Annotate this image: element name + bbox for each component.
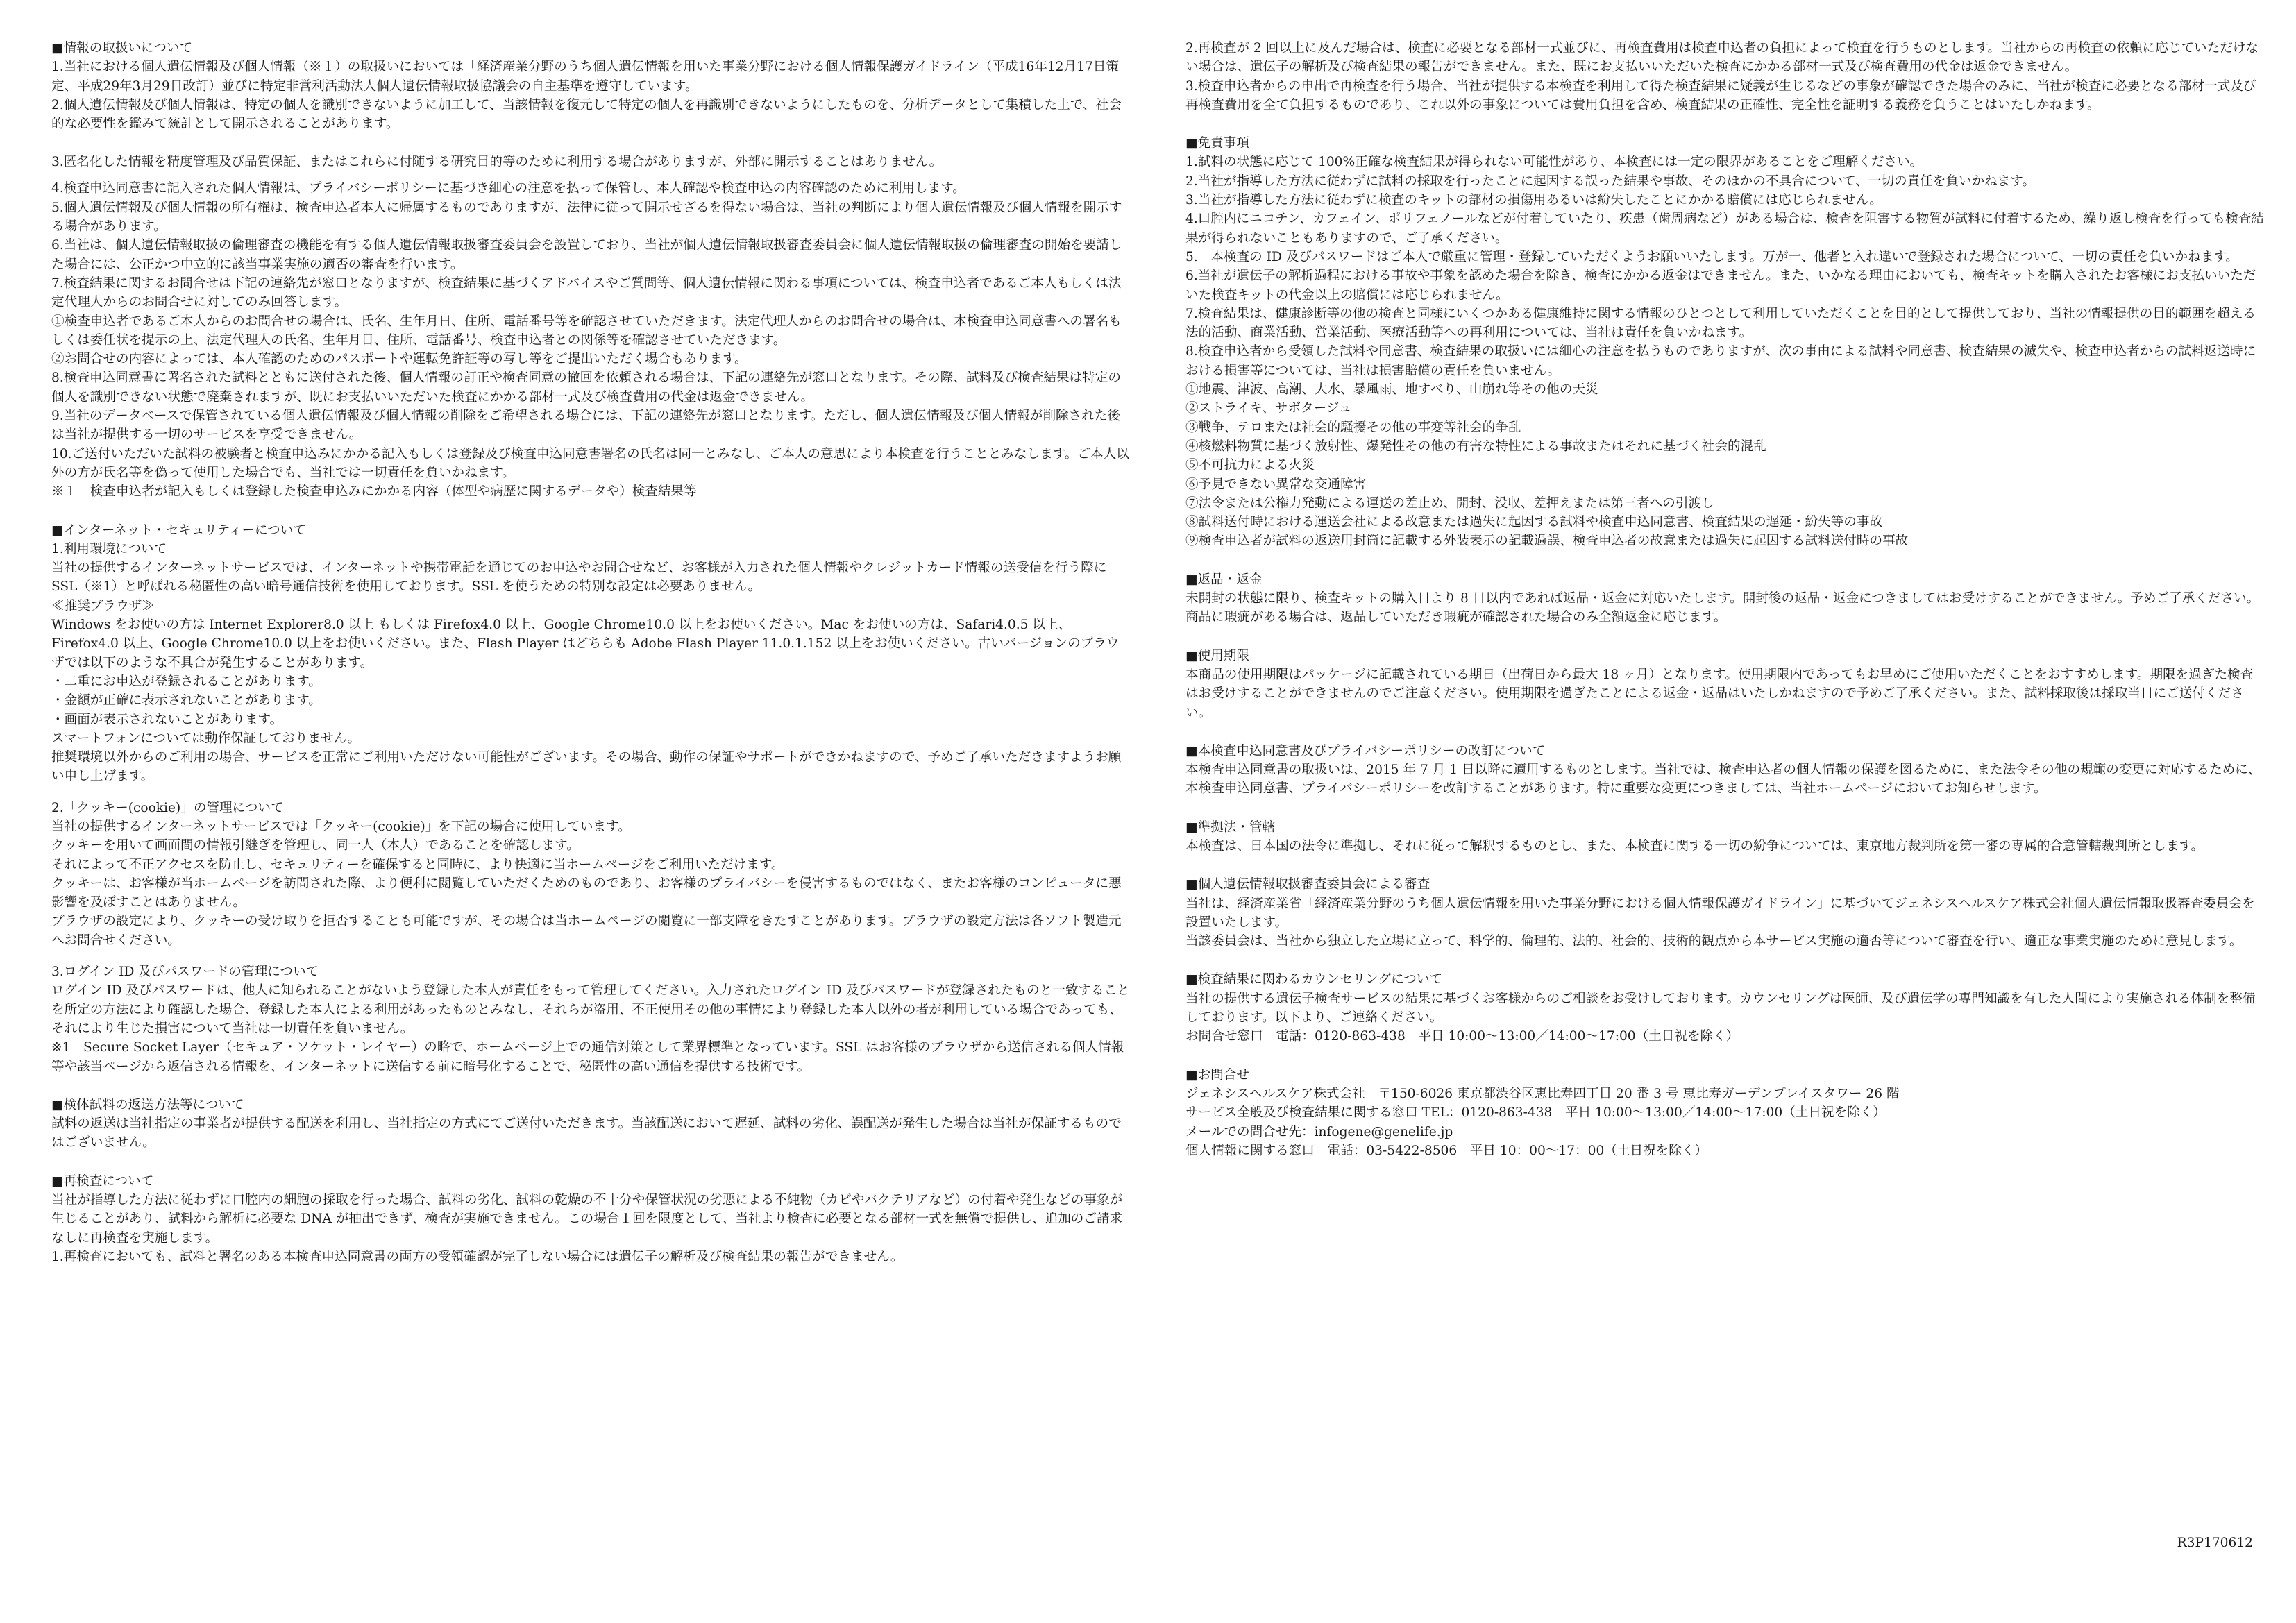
- list-item: ・画面が表示されないことがあります。: [51, 712, 283, 727]
- paragraph: 6.当社は、個人遺伝情報取扱の倫理審査の機能を有する個人遺伝情報取扱審査委員会を設置しており、当社が個人遺伝情報取扱審査委員会に個人遺伝情報取扱の倫理審査の開始を要請した場合には、公正かつ中立的に該当事業実施の適否の審査を行います。: [51, 238, 1122, 272]
- paragraph: 1.再検査においても、試料と署名のある本検査申込同意書の両方の受領確認が完了しない場合には遺伝子の解析及び検査結果の報告ができません。: [51, 1249, 904, 1264]
- reference-code: R3P170612: [2177, 1536, 2253, 1550]
- paragraph: クッキーは、お客様が当ホームページを訪問された際、より便利に閲覧していただくためのものであり、お客様のプライバシーを侵害するものではなく、またお客様のコンピュータに悪影響を及ぼすことはありません。: [51, 876, 1122, 910]
- list-item: ⑤不可抗力による火災: [1185, 458, 1315, 473]
- paragraph: 5.個人遺伝情報及び個人情報の所有権は、検査申込者本人に帰属するものでありますが、法律に従って開示せざるを得ない場合は、当社の判断により個人遺伝情報及び個人情報を開示する場合があります。: [51, 200, 1122, 235]
- paragraph: 未開封の状態に限り、検査キットの購入日より 8 日以内であれば返品・返金に対応いたします。開封後の返品・返金につきましてはお受けすることができません。予めご了承ください。商品に瑕疵がある場合は、返品していただき瑕疵が確認された場合のみ全額返金に応じます。: [1185, 591, 2260, 625]
- section-counseling: [1185, 970, 2265, 1046]
- paragraph: 本検査は、日本国の法令に準拠し、それに従って解釈するものとし、また、本検査に関する一切の紛争については、東京地方裁判所を第一審の専属的合意管轄裁判所とします。: [1185, 838, 2204, 853]
- list-item: ・二重にお申込が登録されることがあります。: [51, 674, 321, 689]
- left-column: [51, 39, 1131, 1286]
- paragraph: 推奨環境以外からのご利用の場合、サービスを正常にご利用いただけない可能性がございます。その場合、動作の保証やサポートができかねますので、予めご了承いただきますようお願い申し上げます。: [51, 750, 1122, 784]
- section-revision: [1185, 742, 2265, 799]
- section-heading: ■免責事項: [1185, 136, 1249, 151]
- paragraph: 当社の提供する遺伝子検査サービスの結果に基づくお客様からのご相談をお受けしております。カウンセリングは医師、及び遺伝学の専門知識を有した人間により実施される体制を整備しております。以下より、ご連絡ください。: [1185, 991, 2256, 1026]
- contact-line: サービス全般及び検査結果に関する窓口 TEL：0120-863-438 平日 10:00～13:00／14:00～17:00（土日祝を除く）: [1185, 1105, 1886, 1121]
- paragraph: 6.当社が遺伝子の解析過程における事故や事象を認めた場合を除き、検査にかかる返金はできません。また、いかなる理由においても、検査キットを購入されたお客様にお支払いいただいた検査キットの代金以上の賠償には応じられません。: [1185, 269, 2256, 303]
- paragraph: 2.当社が指導した方法に従わずに試料の採取を行ったことに起因する誤った結果や事故、そのほかの不具合について、一切の責任を負いかねます。: [1185, 173, 2036, 189]
- section-heading: ■情報の取扱いについて: [51, 41, 193, 56]
- section-heading: ■本検査申込同意書及びプライバシーポリシーの改訂について: [1185, 743, 1546, 758]
- paragraph: ログイン ID 及びパスワードは、他人に知られることがないよう登録した本人が責任をもって管理してください。入力されたログイン ID 及びパスワードが登録されたものと一致することを所定の方法により確認した場合、登録した本人による利用があったものとみなし、それらが盗用、不正使用その他の事情により登録した本人以外の者が利用している場合であっても、それにより生じた損害について当社は一切責任を負いません。: [51, 983, 1130, 1036]
- section-committee: [1185, 875, 2265, 951]
- paragraph: 10.ご送付いただいた試料の被験者と検査申込みにかかる記入もしくは登録及び検査申込同意書署名の氏名は同一とみなし、ご本人の意思により本検査を行うこととみなします。ご本人以外の方が氏名等を偽って使用した場合でも、当社では一切責任を負いかねます。: [51, 446, 1129, 480]
- paragraph: 本商品の使用期限はパッケージに記載されている期日（出荷日から最大 18 ヶ月）となります。使用期限内であってもお早めにご使用いただくことをおすすめします。期限を過ぎた検査はお受けすることができませんのでご注意ください。使用期限を過ぎたことによる返金・返品はいたしかねますので予めご了承ください。また、試料採取後は採取当日にご送付ください。: [1185, 667, 2254, 720]
- subheading: 2.「クッキー(cookie)」の管理について: [51, 800, 284, 815]
- footnote: ※１ 検査申込者が記入もしくは登録した検査申込みにかかる内容（体型や病歴に関するデータや）検査結果等: [51, 484, 697, 500]
- contact-line: ジェネシスヘルスケア株式会社 〒150-6026 東京都渋谷区恵比寿四丁目 20 番 3 号 恵比寿ガーデンプレイスタワー 26 階: [1185, 1086, 1900, 1101]
- paragraph: クッキーを用いて画面間の情報引継ぎを管理し、同一人（本人）であることを確認します。: [51, 838, 580, 853]
- section-returns: [1185, 570, 2265, 627]
- paragraph: 3.当社が指導した方法に従わずに検査のキットの部材の損傷用あるいは紛失したことにかかる賠償には応じられません。: [1185, 193, 1882, 208]
- paragraph: 8.検査申込同意書に署名された試料とともに送付された後、個人情報の訂正や検査同意の撤回を依頼される場合は、下記の連絡先が窓口となります。その際、試料及び検査結果は特定の個人を識別できない状態で廃棄されますが、既にお支払いいただいた検査にかかる部材一式及び検査費用の代金は返金できません。: [51, 371, 1121, 405]
- paragraph: 当社の提供するインターネットサービスでは「クッキー(cookie)」を下記の場合に使用しています。: [51, 819, 631, 834]
- section-heading: ■検査結果に関わるカウンセリングについて: [1185, 972, 1443, 987]
- subheading: 3.ログイン ID 及びパスワードの管理について: [51, 965, 319, 980]
- paragraph: 7.検査結果に関するお問合せは下記の連絡先が窓口となりますが、検査結果に基づくアドバイスやご質問等、個人遺伝情報に関わる事項については、検査申込者であるご本人もしくは法定代理人からのお問合せに対してのみ回答します。: [51, 275, 1122, 310]
- contact-line: 個人情報に関する窓口 電話：03-5422-8506 平日 10：00～17：00（土日祝を除く）: [1185, 1143, 1708, 1158]
- paragraph: 当社の提供するインターネットサービスでは、インターネットや携帯電話を通じてのお申込やお問合せなど、お客様が入力された個人情報やクレジットカード情報の送受信を行う際に SSL（※1）と呼ばれる秘匿性の高い暗号通信技術を使用しております。SSL を使うための特別な設定は必要ありません。: [51, 561, 1107, 595]
- section-heading: ■お問合せ: [1185, 1067, 1249, 1082]
- section-contact: [1185, 1066, 2265, 1160]
- paragraph: ①検査申込者であるご本人からのお問合せの場合は、氏名、生年月日、住所、電話番号等を確認させていただきます。法定代理人からのお問合せの場合は、本検査申込同意書への署名もしくは委任状を提示の上、法定代理人の氏名、生年月日、住所、電話番号、検査申込者との関係等を確認させていただきます。: [51, 314, 1122, 348]
- paragraph: 4.検査申込同意書に記入された個人情報は、プライバシーポリシーに基づき細心の注意を払って保管し、本人確認や検査申込の内容確認のために利用します。: [51, 181, 965, 196]
- section-law: [1185, 818, 2265, 856]
- paragraph: 3.検査申込者からの申出で再検査を行う場合、当社が提供する本検査を利用して得た検査結果に疑義が生じるなどの事象が確認できた場合のみに、当社が検査に必要となる部材一式及び再検査費用を全て負担するものであり、これ以外の事象については費用負担を含め、検査結果の正確性、完全性を証明する義務を負うことはいたしかねます。: [1185, 78, 2256, 112]
- section-heading: ■使用期限: [1185, 648, 1249, 663]
- paragraph: 1.当社における個人遺伝情報及び個人情報（※１）の取扱いにおいては「経済産業分野のうち個人遺伝情報を用いた事業分野における個人情報保護ガイドライン（平成16年12月17日策定、平成29年3月29日改訂）並びに特定非営利活動法人個人遺伝情報取扱協議会の自主基準を遵守しています。: [51, 60, 1119, 94]
- section-disclaimer: [1185, 134, 2265, 551]
- list-item: ①地震、津波、高潮、大水、暴風雨、地すべり、山崩れ等その他の天災: [1185, 382, 1598, 398]
- list-item: ⑧試料送付時における運送会社による故意または過失に起因する試料や検査申込同意書、検査結果の遅延・紛失等の事故: [1185, 515, 1883, 530]
- paragraph: 本検査申込同意書の取扱いは、2015 年 7 月 1 日以降に適用するものとします。当社では、検査申込者の個人情報の保護を図るために、また法令その他の規範の変更に対応するために、本検査申込同意書、プライバシーポリシーを改訂することがあります。特に重要な変更につきましては、当社ホームページにおいてお知らせします。: [1185, 763, 2261, 797]
- section-heading: ■準拠法・管轄: [1185, 819, 1276, 835]
- section-heading: ■個人遺伝情報取扱審査委員会による審査: [1185, 877, 1430, 892]
- paragraph: スマートフォンについては動作保証しておりません。: [51, 731, 361, 746]
- list-item: ・金額が正確に表示されないことがあります。: [51, 693, 321, 708]
- section-heading: ■再検査について: [51, 1173, 154, 1189]
- paragraph: 7.検査結果は、健康診断等の他の検査と同様にいくつかある健康維持に関する情報のひとつとして利用していただくことを目的として提供しており、当社の情報提供の目的範囲を超える法的活動、商業活動、営業活動、医療活動等への再利用については、当社は責任を負いかねます。: [1185, 306, 2256, 341]
- paragraph: ブラウザの設定により、クッキーの受け取りを拒否することも可能ですが、その場合は当ホームページの閲覧に一部支障をきたすことがあります。ブラウザの設定方法は各ソフト製造元へお問合せください。: [51, 914, 1122, 948]
- subheading: 1.利用環境について: [51, 541, 167, 556]
- list-item: ②ストライキ、サボタージュ: [1185, 401, 1352, 416]
- paragraph: 8.検査申込者から受領した試料や同意書、検査結果の取扱いには細心の注意を払うものでありますが、次の事由による試料や同意書、検査結果の滅失や、検査申込者からの試料返送時における損害等については、当社は損害賠償の責任を負いません。: [1185, 344, 2256, 378]
- paragraph: 3.匿名化した情報を精度管理及び品質保証、またはこれらに付随する研究目的等のために利用する場合がありますが、外部に開示することはありません。: [51, 155, 943, 170]
- paragraph: 当該委員会は、当社から独立した立場に立って、科学的、倫理的、法的、社会的、技術的観点から本サービス実施の適否等について審査を行い、適正な事業実施のために意見します。: [1185, 934, 2243, 949]
- section-internet-security: [51, 521, 1131, 1076]
- paragraph: 当社が指導した方法に従わずに口腔内の細胞の採取を行った場合、試料の劣化、試料の乾燥の不十分や保管状況の劣悪による不純物（カビやバクテリアなど）の付着や発生などの事象が生じることがあり、試料から解析に必要な DNA が抽出できず、検査が実施できません。この場合１回を限度として、当社より検査に必要となる部材一式を無償で提供し、追加のご請求なしに再検査を実施します。: [51, 1193, 1123, 1246]
- paragraph: 2.個人遺伝情報及び個人情報は、特定の個人を識別できないように加工して、当該情報を復元して特定の個人を再識別できないようにしたものを、分析データとして集積した上で、社会的な必要性を鑑みて統計として開示されることがあります。: [51, 97, 1122, 132]
- section-return-method: [51, 1096, 1131, 1153]
- paragraph: 4.口腔内にニコチン、カフェイン、ポリフェノールなどが付着していたり、疾患（歯周病など）がある場合は、検査を阻害する物質が試料に付着するため、繰り返し検査を行っても検査結果が得られないこともありますので、ご了承ください。: [1185, 212, 2264, 246]
- paragraph: Windows をお使いの方は Internet Explorer8.0 以上 もしくは Firefox4.0 以上、Google Chrome10.0 以上をお使いください。Mac をお使いの方は、Safari4.0.5 以上、Firefox4.0 以上、Google Chrome10.0 以上をお使いください。また、Flash Player はどちらも Adobe Flash Player 11.0.1.152 以上をお使いください。古いバージョンのブラウザでは以下のような不具合が発生することがあります。: [51, 618, 1120, 670]
- list-item: ⑥予見できない異常な交通障害: [1185, 477, 1367, 492]
- paragraph: 1.試料の状態に応じて 100%正確な検査結果が得られない可能性があり、本検査には一定の限界があることをご理解ください。: [1185, 155, 1923, 170]
- section-heading: ■返品・返金: [1185, 572, 1263, 587]
- contact-line: メールでの問合せ先：infogene@genelife.jp: [1185, 1124, 1453, 1139]
- paragraph: ②お問合せの内容によっては、本人確認のためのパスポートや運転免許証等の写し等をご提出いただく場合もあります。: [51, 352, 748, 367]
- list-item: ⑦法令または公権力発動による運送の差止め、開封、没収、差押えまたは第三者への引渡し: [1185, 495, 1714, 511]
- paragraph: 2.再検査が 2 回以上に及んだ場合は、検査に必要となる部材一式並びに、再検査費用は検査申込者の負担によって検査を行うものとします。当社からの再検査の依頼に応じていただけない場合は、遺伝子の解析及び検査結果の報告ができません。また、既にお支払いいただいた検査にかかる部材一式及び検査費用の代金は返金できません。: [1185, 41, 2259, 75]
- footnote: ※1 Secure Socket Layer（セキュア・ソケット・レイヤー）の略で、ホームページ上での通信対策として業界標準となっています。SSL はお客様のブラウザから送信される個人情報等や該当ページから返信される情報を、インターネットに送信する前に暗号化することで、秘匿性の高い通信を提供する技術です。: [51, 1040, 1124, 1074]
- section-expiry: [1185, 647, 2265, 722]
- contact-line: お問合せ窓口 電話：0120-863-438 平日 10:00～13:00／14:00～17:00（土日祝を除く）: [1185, 1029, 1739, 1044]
- paragraph: 当社は、経済産業省「経済産業分野のうち個人遺伝情報を用いた事業分野における個人情報保護ガイドライン」に基づいてジェネシスヘルスケア株式会社個人遺伝情報取扱審査委員会を設置いたします。: [1185, 896, 2255, 930]
- right-column: [1185, 39, 2265, 1180]
- section-retest-continued: [1185, 39, 2265, 114]
- list-item: ④核燃料物質に基づく放射性、爆発性その他の有害な特性による事故またはそれに基づく社会的混乱: [1185, 439, 1766, 454]
- section-retest: [51, 1172, 1131, 1266]
- paragraph: 試料の返送は当社指定の事業者が提供する配送を利用し、当社指定の方式にてご送付いただきます。当該配送において遅延、試料の劣化、誤配送が発生した場合は当社が保証するものではございません。: [51, 1116, 1122, 1150]
- paragraph: 9.当社のデータベースで保管されている個人遺伝情報及び個人情報の削除をご希望される場合には、下記の連絡先が窓口となります。ただし、個人遺伝情報及び個人情報が削除された後は当社が提供する一切のサービスを享受できません。: [51, 409, 1121, 443]
- paragraph: 5. 本検査の ID 及びパスワードはご本人で厳重に管理・登録していただくようお願いいたします。万が一、他者と入れ違いで登録された場合について、一切の責任を負いかねます。: [1185, 249, 2239, 264]
- section-heading: ■検体試料の返送方法等について: [51, 1097, 244, 1112]
- section-info-handling: [51, 39, 1131, 502]
- subheading: ≪推奨ブラウザ≫: [51, 598, 155, 613]
- list-item: ⑨検査申込者が試料の返送用封筒に記載する外装表示の記載過誤、検査申込者の故意または過失に起因する試料送付時の事故: [1185, 534, 1909, 549]
- paragraph: それによって不正アクセスを防止し、セキュリティーを確保すると同時に、より快適に当ホームページをご利用いただけます。: [51, 857, 784, 872]
- section-heading: ■インターネット・セキュリティーについて: [51, 522, 306, 538]
- list-item: ③戦争、テロまたは社会的騒擾その他の事変等社会的争乱: [1185, 420, 1521, 435]
